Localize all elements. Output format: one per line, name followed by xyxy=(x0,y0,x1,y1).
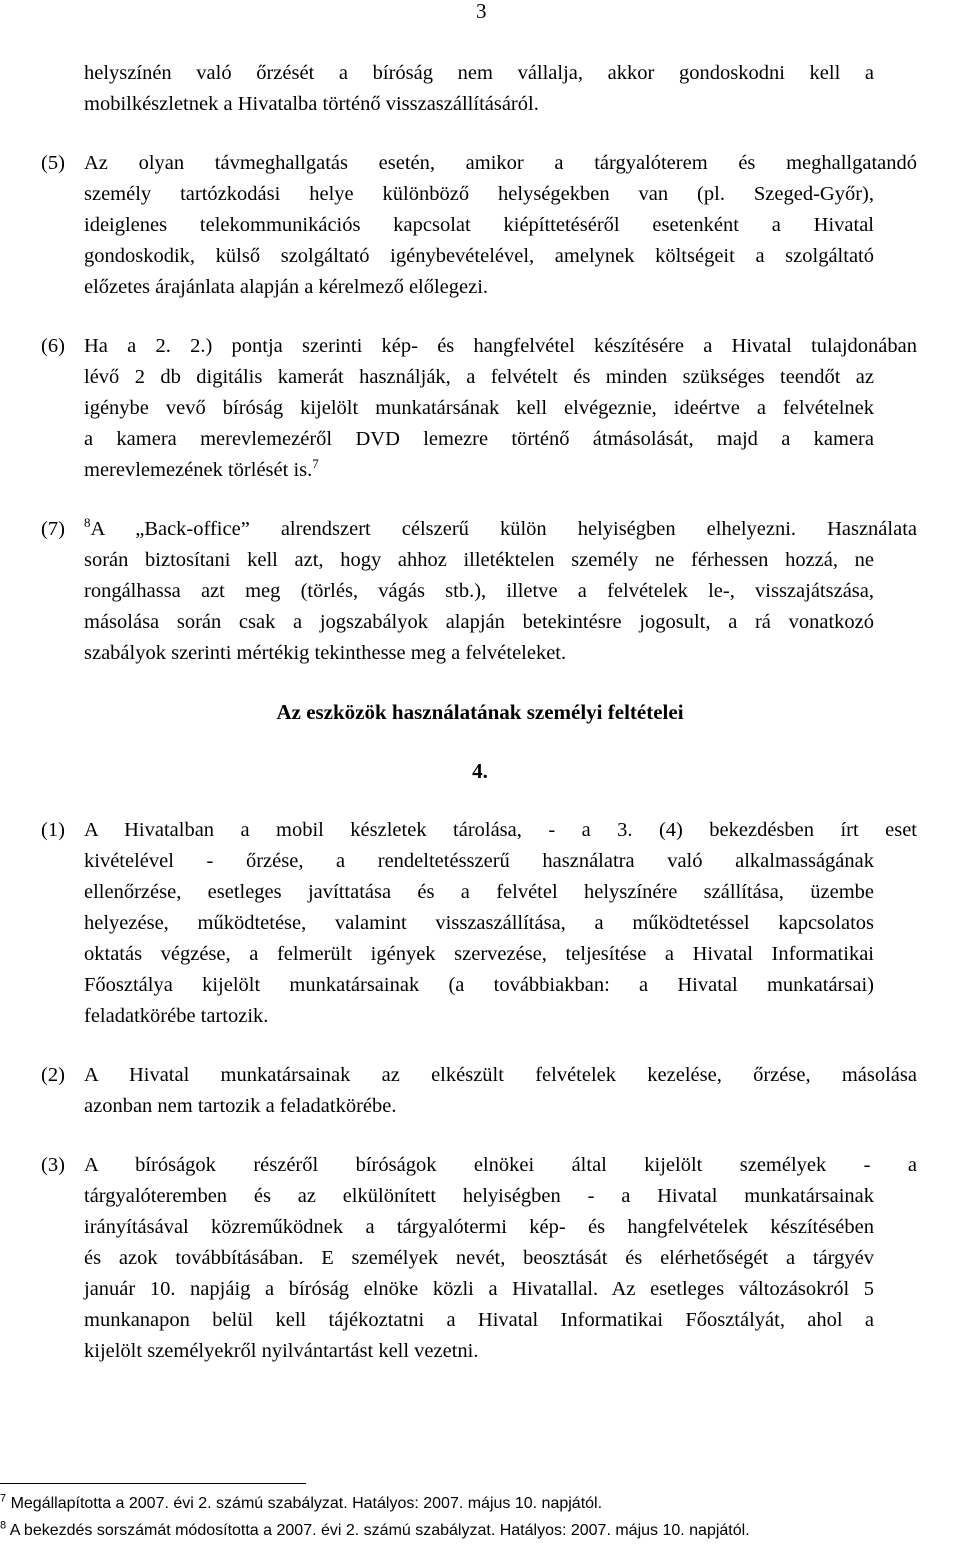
text-line: feladatkörébe tartozik. xyxy=(84,1005,269,1027)
text-line xyxy=(0,148,917,179)
footnote-number: 8 xyxy=(0,1519,7,1532)
text-line-content: A Hivatal munkatársainak az elkészült felvételek kezelése, őrzése, másolása xyxy=(84,1064,917,1086)
text-line: helyszínén való őrzését a bíróság nem vállalja, akkor gondoskodni kell a xyxy=(84,62,874,84)
text-line xyxy=(0,331,917,362)
paragraph-label: (7) xyxy=(41,518,65,540)
text-line: helyezése, működtetése, valamint visszaszállítása, a működtetéssel kapcsolatos xyxy=(84,912,874,934)
footnote-8 xyxy=(0,1517,750,1544)
paragraph-label: (5) xyxy=(41,152,65,174)
paragraph-4-3 xyxy=(0,1150,960,1367)
text-line: során biztosítani kell azt, hogy ahhoz illetéktelen személy ne férhessen hozzá, ne xyxy=(84,549,874,571)
section-number: 4. xyxy=(472,759,488,783)
document-body xyxy=(0,58,960,1395)
footnote-divider xyxy=(0,1483,306,1484)
page-number: 3 xyxy=(476,0,487,23)
text-line: lévő 2 db digitális kamerát használják, a felvételt és minden szükséges teendőt az xyxy=(84,366,874,388)
text-line: a kamera merevlemezéről DVD lemezre történő átmásolását, majd a kamera xyxy=(84,428,874,450)
text-line: és azok továbbításában. E személyek nevét, beosztását és elérhetőségét a tárgyév xyxy=(84,1247,874,1269)
text-line-content: A „Back-office” alrendszert célszerű külön helyiségben elhelyezni. Használata xyxy=(90,518,917,540)
paragraph-label: (1) xyxy=(41,819,65,841)
text-line: rongálhassa azt meg (törlés, vágás stb.), illetve a felvételek le-, visszajátszása, xyxy=(84,580,874,602)
text-line: munkanapon belül kell tájékoztatni a Hivatal Informatikai Főosztályát, ahol a xyxy=(84,1309,874,1331)
text-line: oktatás végzése, a felmerült igények szervezése, teljesítése a Hivatal Informatikai xyxy=(84,943,874,965)
footnotes xyxy=(0,1490,750,1544)
text-line: előzetes árajánlata alapján a kérelmező előlegezi. xyxy=(84,276,489,298)
footnote-text: Megállapította a 2007. évi 2. számú szabályzat. Hatályos: 2007. május 10. napjától. xyxy=(10,1495,603,1512)
text-line: kijelölt személyekről nyilvántartást kell vezetni. xyxy=(84,1340,479,1362)
text-line: ideiglenes telekommunikációs kapcsolat kiépíttetéséről esetenként a Hivatal xyxy=(84,214,874,236)
text-line-content: A Hivatalban a mobil készletek tárolása, - a 3. (4) bekezdésben írt eset xyxy=(84,819,917,841)
text-line: kivételével - őrzése, a rendeltetésszerű használatra való alkalmasságának xyxy=(84,850,874,872)
text-line: gondoskodik, külső szolgáltató igénybevételével, amelynek költségeit a szolgáltató xyxy=(84,245,874,267)
paragraph-4-2 xyxy=(0,1060,960,1122)
text-line-content: merevlemezének törlését is. xyxy=(84,459,313,481)
footnote-number: 7 xyxy=(0,1492,7,1505)
text-line: igénybe vevő bíróság kijelölt munkatársának kell elvégeznie, ideértve a felvételnek xyxy=(84,397,874,419)
text-line: azonban nem tartozik a feladatkörébe. xyxy=(84,1095,397,1117)
text-line: tárgyalóteremben és az elkülönített helyiségben - a Hivatal munkatársainak xyxy=(84,1185,874,1207)
text-line: Főosztálya kijelölt munkatársainak (a továbbiakban: a Hivatal munkatársai) xyxy=(84,974,874,996)
footnote-ref[interactable]: 8 xyxy=(84,515,91,531)
text-line xyxy=(0,455,960,486)
text-line: másolása során csak a jogszabályok alapján betekintésre jogosult, a rá vonatkozó xyxy=(84,611,874,633)
text-line xyxy=(0,1150,917,1181)
text-line xyxy=(0,815,917,846)
paragraph-4-1 xyxy=(0,815,960,1032)
paragraph-label: (3) xyxy=(41,1154,65,1176)
text-line-content: A bíróságok részéről bíróságok elnökei által kijelölt személyek - a xyxy=(84,1154,917,1176)
text-line xyxy=(0,514,917,545)
paragraph-7 xyxy=(0,514,960,669)
text-line: szabályok szerinti mértékig tekinthesse meg a felvételeket. xyxy=(84,642,567,664)
paragraph-5 xyxy=(0,148,960,303)
paragraph-6 xyxy=(0,331,960,486)
footnote-ref[interactable]: 7 xyxy=(312,456,319,472)
text-line-content: Az olyan távmeghallgatás esetén, amikor a tárgyalóterem és meghallgatandó xyxy=(84,152,917,174)
text-line: irányításával közreműködnek a tárgyalótermi kép- és hangfelvételek készítésében xyxy=(84,1216,874,1238)
paragraph-label: (2) xyxy=(41,1064,65,1086)
footnote-7 xyxy=(0,1490,750,1517)
paragraph-label: (6) xyxy=(41,335,65,357)
text-line: mobilkészletnek a Hivatalba történő visszaszállításáról. xyxy=(84,93,539,115)
text-line: személy tartózkodási helye különböző helységekben van (pl. Szeged-Győr), xyxy=(84,183,874,205)
section-heading: Az eszközök használatának személyi feltételei xyxy=(276,700,684,724)
footnote-text: A bekezdés sorszámát módosította a 2007. évi 2. számú szabályzat. Hatályos: 2007. május 10. napjától. xyxy=(9,1522,750,1539)
text-line: január 10. napjáig a bíróság elnöke közli a Hivatallal. Az esetleges változásokról 5 xyxy=(84,1278,874,1300)
text-line xyxy=(0,1060,917,1091)
text-line: ellenőrzése, esetleges javíttatása és a felvétel helyszínére szállítása, üzembe xyxy=(84,881,874,903)
paragraph-continuation xyxy=(0,58,960,120)
text-line-content: Ha a 2. 2.) pontja szerinti kép- és hangfelvétel készítésére a Hivatal tulajdonában xyxy=(84,335,917,357)
